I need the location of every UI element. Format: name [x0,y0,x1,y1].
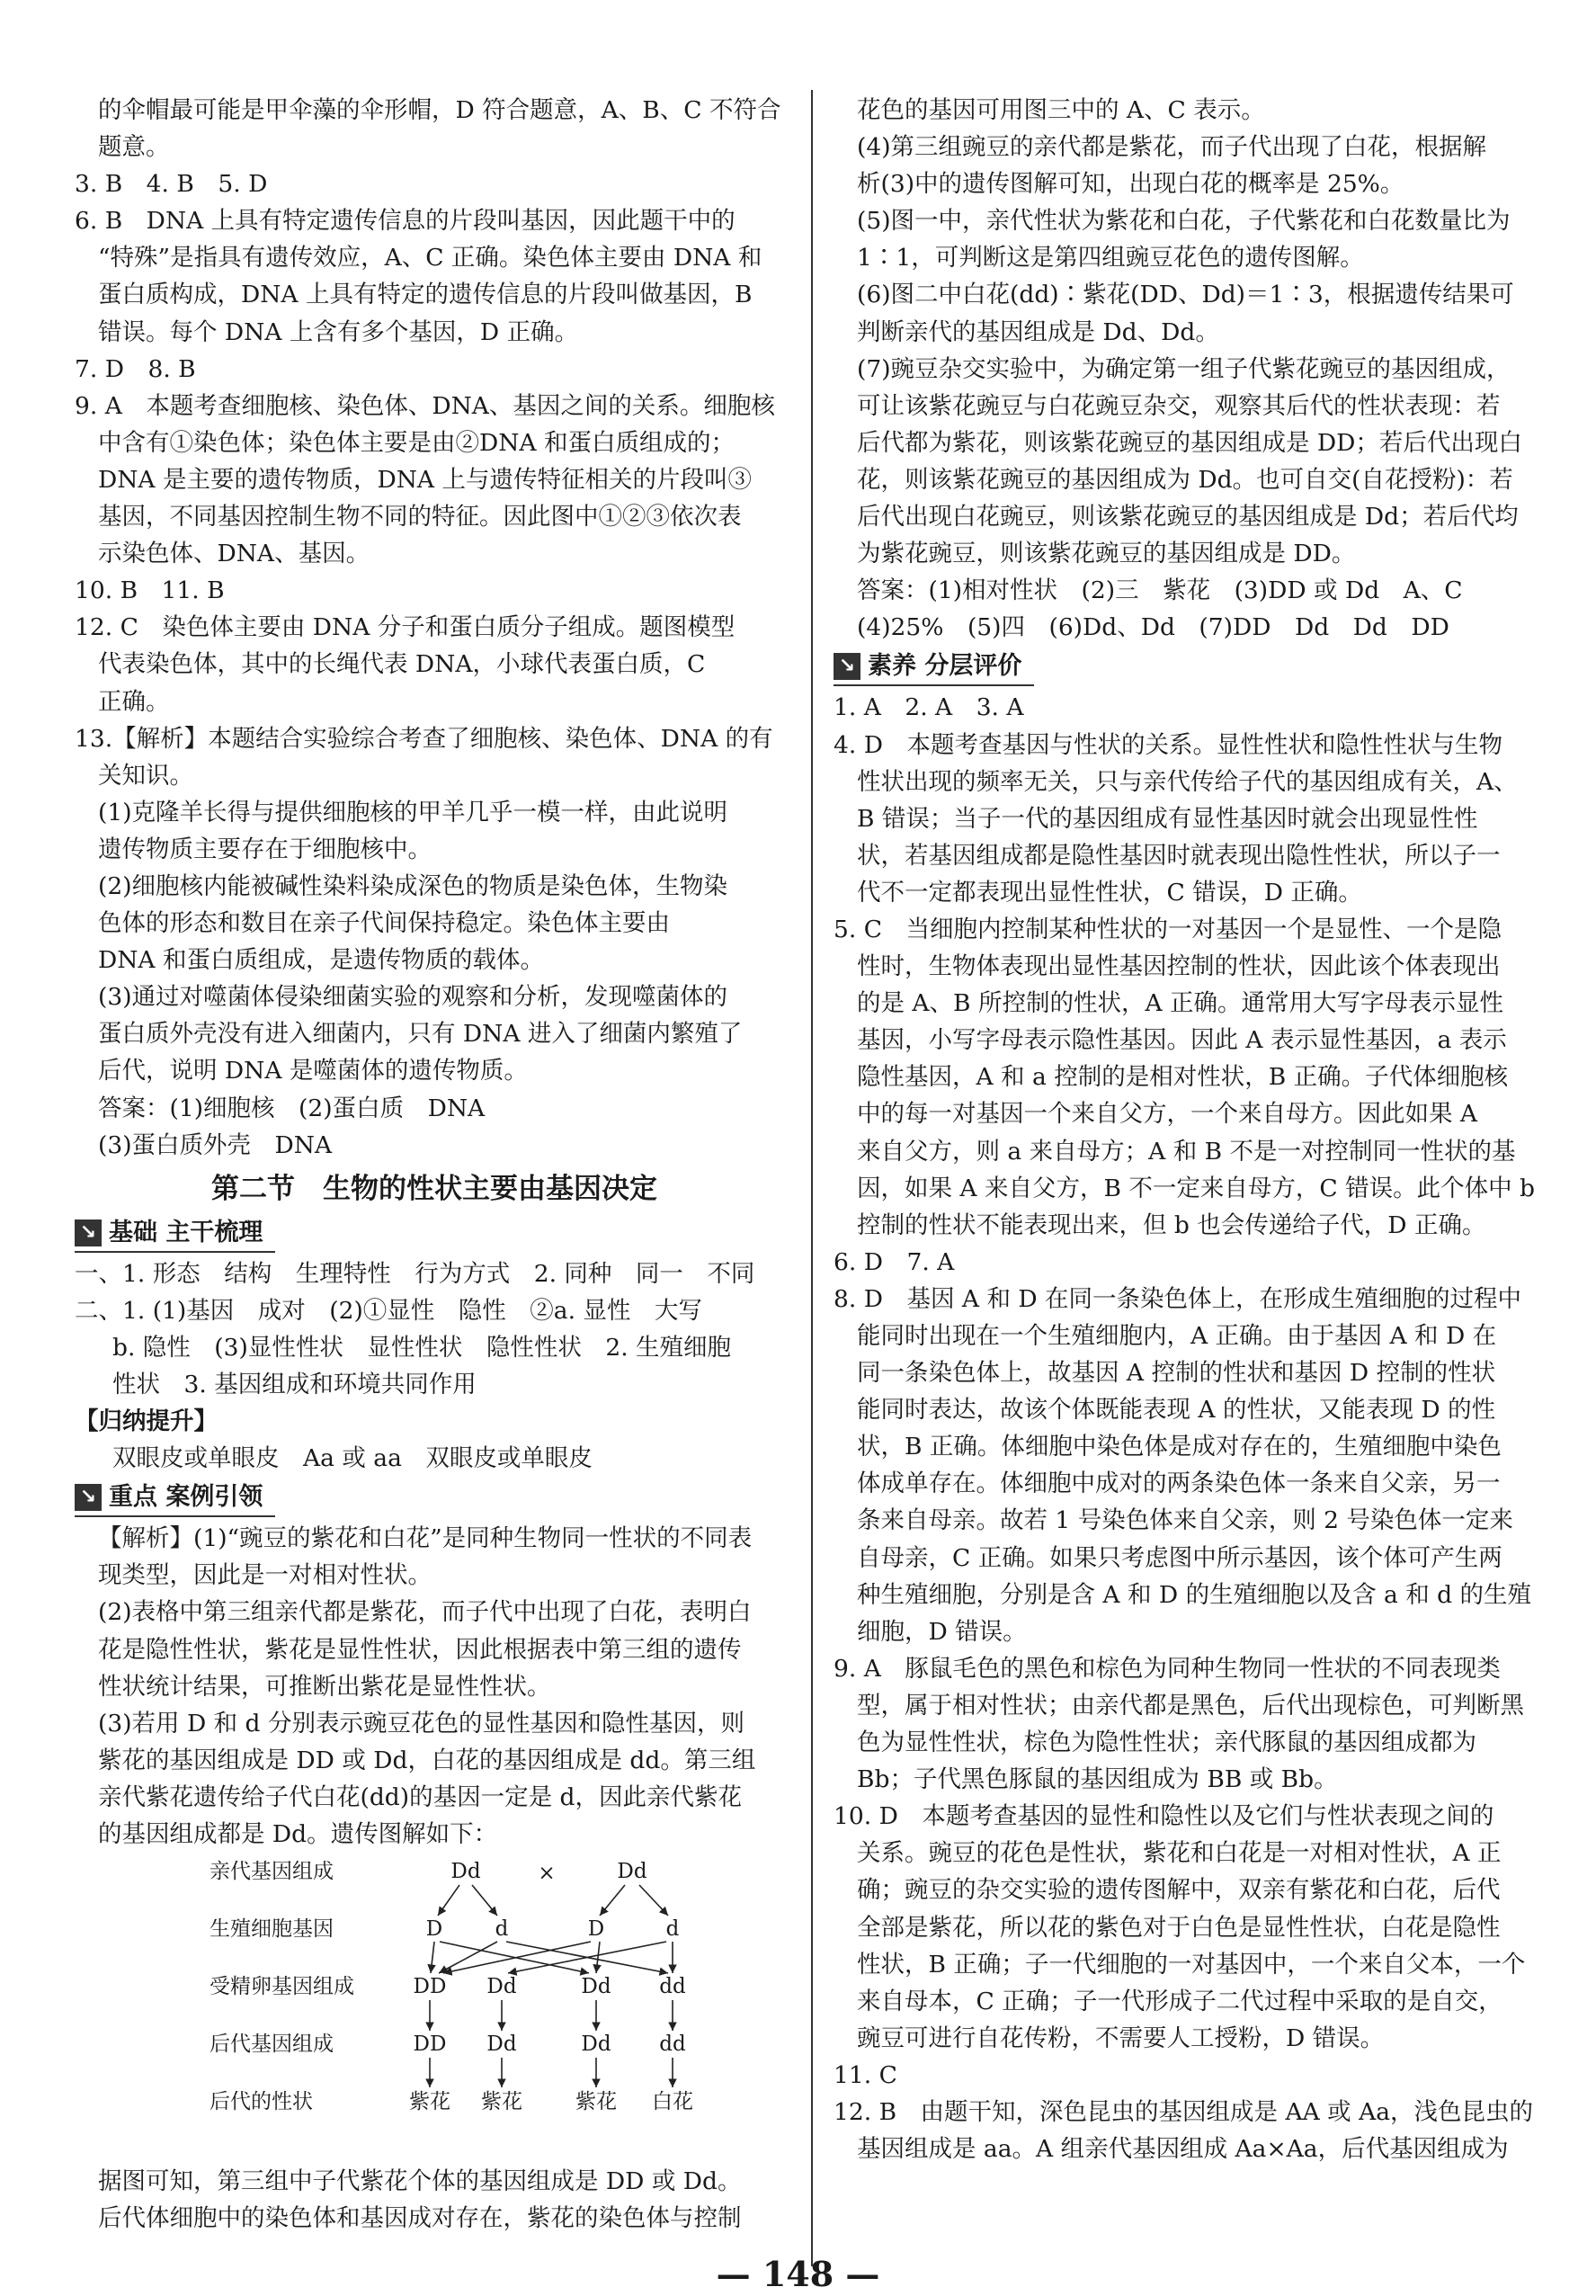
text-line: 遗传物质主要存在于细胞核中。 [98,835,432,863]
answer-line: 13.【解析】本题结合实验综合考查了细胞核、染色体、DNA 的有 [75,724,773,753]
answer-line: 12. C 染色体主要由 DNA 分子和蛋白质分子组成。题图模型 [75,613,736,642]
text-line: 确；豌豆的杂交实验的遗传图解中，双亲有紫花和白花，后代 [857,1876,1501,1905]
text-line: 色体的形态和数目在亲子代间保持稳定。染色体主要由 [98,909,670,938]
answer-line: 11. C [834,2060,897,2089]
answer-line: 6. B DNA 上具有特定遗传信息的片段叫基因，因此题干中的 [75,207,736,236]
section-header-label: 素养 分层评价 [868,652,1022,681]
text-line: (5)图一中，亲代性状为紫花和白花，子代紫花和白花数量比为 [857,207,1511,236]
page-number: — 148 — [716,2254,880,2294]
text-line: 基因，小写字母表示隐性基因。因此 A 表示显性基因，a 表示 [857,1026,1507,1055]
text-line: 后代出现白花豌豆，则该紫花豌豆的基因组成是 Dd；若后代均 [857,503,1519,532]
text-line: “特殊”是指具有遗传效应，A、C 正确。染色体主要由 DNA 和 [98,244,762,272]
text-line: 基因，不同基因控制生物不同的特征。因此图中①②③依次表 [98,503,742,532]
text-line: 全部是紫花，所以花的紫色对于白色是显性性状，白花是隐性 [857,1913,1501,1942]
row-label: 受精卵基因组成 [210,1975,354,1999]
text-line: 花，则该紫花豌豆的基因组成为 Dd。也可自交(自花授粉)：若 [857,465,1513,494]
text-line: 能同时出现在一个生殖细胞内，A 正确。由于基因 A 和 D 在 [857,1322,1497,1350]
text-line: 状，若基因组成都是隐性基因时就表现出隐性性状，所以子一 [857,841,1501,870]
text-line: 色为显性性状，棕色为隐性性状；亲代豚鼠的基因组成都为 [857,1729,1476,1757]
text-line: 性状统计结果，可推断出紫花是显性性状。 [98,1672,551,1701]
text-line: (3)通过对噬菌体侵染细菌实验的观察和分析，发现噬菌体的 [98,983,728,1012]
text-line: (7)豌豆杂交实验中，为确定第一组子代紫花豌豆的基因组成， [857,354,1511,383]
text-line: 正确。 [98,687,170,716]
zygote: dd [659,1975,686,1999]
section-title: 第二节 生物的性状主要由基因决定 [211,1172,657,1205]
offspring-trait: 白花 [652,2090,693,2114]
text-line: 种生殖细胞，分别是含 A 和 D 的生殖细胞以及含 a 和 d 的生殖 [857,1580,1532,1609]
text-line: (2)细胞核内能被碱性染料染成深色的物质是染色体，生物染 [98,871,728,900]
zygote: Dd [581,1975,611,1999]
text-line: 性状，B 正确；子一代细胞的一对基因中，一个来自父本，一个 [857,1950,1526,1979]
text-line: 中的每一对基因一个来自父方，一个来自母方。因此如果 A [857,1100,1478,1129]
text-line: 豌豆可进行自花传粉，不需要人工授粉，D 错误。 [857,2024,1385,2052]
gamete: d [665,1917,680,1942]
text-line: 题意。 [98,133,170,162]
text-line: 代不一定都表现出显性性状，C 错误，D 正确。 [857,878,1362,907]
cross-symbol: × [538,1862,556,1886]
answer-line: 5. C 当细胞内控制某种性状的一对基因一个是显性、一个是隐 [834,915,1502,943]
text-line: 1∶1，可判断这是第四组豌豆花色的遗传图解。 [857,244,1364,272]
text-line: 后代，说明 DNA 是噬菌体的遗传物质。 [98,1057,528,1085]
text-line: 判断亲代的基因组成是 Dd、Dd。 [857,317,1219,346]
text-line: 双眼皮或单眼皮 Aa 或 aa 双眼皮或单眼皮 [112,1444,593,1473]
text-line: 紫花的基因组成是 DD 或 Dd，白花的基因组成是 dd。第三组 [98,1746,756,1774]
text-line: 基因组成是 aa。A 组亲代基因组成 Aa×Aa，后代基因组成为 [857,2135,1509,2164]
text-line: 二、1. (1)基因 成对 (2)①显性 隐性 ②a. 显性 大写 [75,1296,702,1325]
offspring-genotype: Dd [581,2032,611,2057]
section-header-label: 重点 案例引领 [109,1483,263,1512]
text-line: 型，属于相对性状；由亲代都是黑色，后代出现棕色，可判断黑 [857,1691,1524,1720]
answer-line: 9. A 本题考查细胞核、染色体、DNA、基因之间的关系。细胞核 [75,391,775,420]
text-line: 亲代紫花遗传给子代白花(dd)的基因一定是 d，因此亲代紫花 [98,1782,742,1811]
text-line: (1)克隆羊长得与提供细胞核的甲羊几乎一模一样，由此说明 [98,798,728,826]
text-line: (4)第三组豌豆的亲代都是紫花，而子代出现了白花，根据解 [857,133,1487,162]
left-column [75,92,794,2237]
text-line: (3)蛋白质外壳 DNA [98,1130,333,1159]
section-header-assessment [834,648,1034,686]
arrow-icon: ↘ [75,1219,102,1246]
arrow-icon: ↘ [834,653,860,680]
genetic-diagram-svg [75,1858,794,2159]
parent-genotype: Dd [450,1860,481,1884]
text-line: (6)图二中白花(dd)∶紫花(DD、Dd)＝1∶3，根据遗传结果可 [857,281,1514,309]
text-line: (2)表格中第三组亲代都是紫花，而子代中出现了白花，表明白 [98,1598,752,1627]
text-line: 蛋白质构成，DNA 上具有特定的遗传信息的片段叫做基因，B [98,281,753,309]
text-line: 答案：(1)细胞核 (2)蛋白质 DNA [98,1094,486,1122]
text-line: 的是 A、B 所控制的性状，A 正确。通常用大写字母表示显性 [857,989,1504,1018]
text-line: 后代体细胞中的染色体和基因成对存在，紫花的染色体与控制 [98,2204,742,2233]
genetic-diagram [75,1858,794,2159]
text-line: 来自母本，C 正确；子一代形成子二代过程中采取的是自交， [857,1987,1502,2015]
text-line: 性状 3. 基因组成和环境共同作用 [112,1371,477,1398]
text-line: B 错误；当子一代的基因组成有显性基因时就会出现显性性 [857,804,1478,833]
text-line: 隐性基因，A 和 a 控制的是相对性状，B 正确。子代体细胞核 [857,1063,1509,1092]
arrow [431,1942,434,1973]
text-line: 体成单存在。体细胞中成对的两条染色体一条来自父亲，另一 [857,1470,1501,1498]
text-line: 为紫花豌豆，则该紫花豌豆的基因组成是 DD。 [857,540,1356,568]
parent-genotype: Dd [617,1860,647,1884]
text-line: 析(3)中的遗传图解可知，出现白花的概率是 25%。 [857,170,1404,199]
text-line: 错误。每个 DNA 上含有多个基因，D 正确。 [98,317,579,346]
answer-line: 1. A 2. A 3. A [834,693,1024,722]
right-column [834,92,1560,2167]
text-line: 据图可知，第三组中子代紫花个体的基因组成是 DD 或 Dd。 [98,2167,742,2196]
text-line: 状，B 正确。体细胞中染色体是成对存在的，生殖细胞中染色 [857,1433,1502,1461]
text-line: 关知识。 [98,761,193,790]
zygote: Dd [486,1975,517,1999]
text-line: 示染色体、DNA、基因。 [98,540,370,568]
section-header-basic [75,1215,275,1253]
text-line: 蛋白质外壳没有进入细菌内，只有 DNA 进入了细菌内繁殖了 [98,1020,743,1049]
gamete: D [587,1917,605,1942]
text-line: 同一条染色体上，故基因 A 控制的性状和基因 D 控制的性状 [857,1359,1496,1388]
offspring-genotype: Dd [486,2032,517,2057]
offspring-genotype: dd [659,2032,686,2057]
row-label: 后代基因组成 [210,2032,334,2057]
text-line: 后代都为紫花，则该紫花豌豆的基因组成是 DD；若后代出现白 [857,428,1522,457]
text-line: 的伞帽最可能是甲伞藻的伞形帽，D 符合题意，A、B、C 不符合 [98,96,781,124]
arrow [596,1942,600,1973]
zygote: DD [413,1975,447,1999]
summary-tag: 【归纳提升】 [75,1407,218,1436]
text-line: 性状出现的频率无关，只与亲代传给子代的基因组成有关，A、 [857,767,1518,796]
answer-line: 10. B 11. B [75,576,225,605]
text-line: 现类型，因此是一对相对性状。 [98,1561,432,1590]
section-header-key [75,1479,275,1517]
text-line: Bb；子代黑色豚鼠的基因组成为 BB 或 Bb。 [857,1765,1338,1794]
text-line: 的基因组成都是 Dd。遗传图解如下： [98,1820,498,1849]
offspring-trait: 紫花 [409,2090,450,2114]
answer-line: 7. D 8. B [75,354,196,383]
arrow [438,1885,459,1916]
text-line: 【解析】(1)“豌豆的紫花和白花”是同种生物同一性状的不同表 [98,1524,753,1553]
row-label: 亲代基因组成 [210,1860,334,1884]
arrow [472,1885,497,1916]
text-line: 答案：(1)相对性状 (2)三 紫花 (3)DD 或 Dd A、C [857,576,1463,605]
text-line: 关系。豌豆的花色是性状，紫花和白花是一对相对性状，A 正 [857,1839,1502,1868]
answer-line: 10. D 本题考查基因的显性和隐性以及它们与性状表现之间的 [834,1802,1494,1831]
column-divider [811,90,813,2266]
gamete: d [495,1917,509,1942]
text-line: b. 隐性 (3)显性性状 显性性状 隐性性状 2. 生殖细胞 [112,1333,732,1362]
answer-line: 8. D 基因 A 和 D 在同一条染色体上，在形成生殖细胞的过程中 [834,1284,1522,1313]
text-line: 细胞，D 错误。 [857,1617,1027,1646]
text-line: 中含有①染色体；染色体主要是由②DNA 和蛋白质组成的； [98,428,735,457]
text-line: (4)25% (5)四 (6)Dd、Dd (7)DD Dd Dd DD [857,613,1449,642]
answer-line: 4. D 本题考查基因与性状的关系。显性性状和隐性性状与生物 [834,730,1502,759]
row-label: 生殖细胞基因 [210,1917,334,1942]
text-line: 花是隐性性状，紫花是显性性状，因此根据表中第三组的遗传 [98,1635,742,1664]
arrow-icon: ↘ [75,1484,102,1511]
text-line: (3)若用 D 和 d 分别表示豌豆花色的显性基因和隐性基因，则 [98,1709,745,1738]
text-line: 性时，生物体表现出显性基因控制的性状，因此该个体表现出 [857,952,1501,981]
text-line: 来自父方，则 a 来自母方；A 和 B 不是一对控制同一性状的基 [857,1137,1516,1166]
offspring-genotype: DD [413,2032,447,2057]
answer-line: 12. B 由题干知，深色昆虫的基因组成是 AA 或 Aa，浅色昆虫的 [834,2097,1534,2126]
answer-line: 6. D 7. A [834,1247,955,1276]
text-line: DNA 是主要的遗传物质，DNA 上与遗传特征相关的片段叫③ [98,465,752,494]
offspring-trait: 紫花 [481,2090,522,2114]
section-header-label: 基础 主干梳理 [109,1218,263,1246]
text-line: DNA 和蛋白质组成，是遗传物质的载体。 [98,946,544,975]
answer-line: 3. B 4. B 5. D [75,170,268,199]
arrow [600,1885,625,1916]
text-line: 能同时表达，故该个体既能表现 A 的性状，又能表现 D 的性 [857,1396,1496,1425]
offspring-trait: 紫花 [575,2090,617,2114]
text-line: 可让该紫花豌豆与白花豌豆杂交，观察其后代的性状表现：若 [857,391,1501,420]
answer-line: 9. A 豚鼠毛色的黑色和棕色为同种生物同一性状的不同表现类 [834,1654,1501,1683]
text-line: 花色的基因可用图三中的 A、C 表示。 [857,96,1265,124]
text-line: 代表染色体，其中的长绳代表 DNA，小球代表蛋白质，C [98,650,706,679]
row-label: 后代的性状 [210,2090,313,2114]
arrow [639,1885,668,1916]
text-line: 自母亲，C 正确。如果只考虑图中所示基因，该个体可产生两 [857,1543,1502,1572]
gamete: D [425,1917,443,1942]
text-line: 条来自母亲。故若 1 号染色体来自父亲，则 2 号染色体一定来 [857,1506,1513,1535]
text-line: 控制的性状不能表现出来，但 b 也会传递给子代，D 正确。 [857,1211,1486,1239]
text-line: 因，如果 A 来自父方，B 不一定来自母方，C 错误。此个体中 b [857,1174,1535,1202]
text-line: 一、1. 形态 结构 生理特性 行为方式 2. 同种 同一 不同 [75,1259,755,1288]
